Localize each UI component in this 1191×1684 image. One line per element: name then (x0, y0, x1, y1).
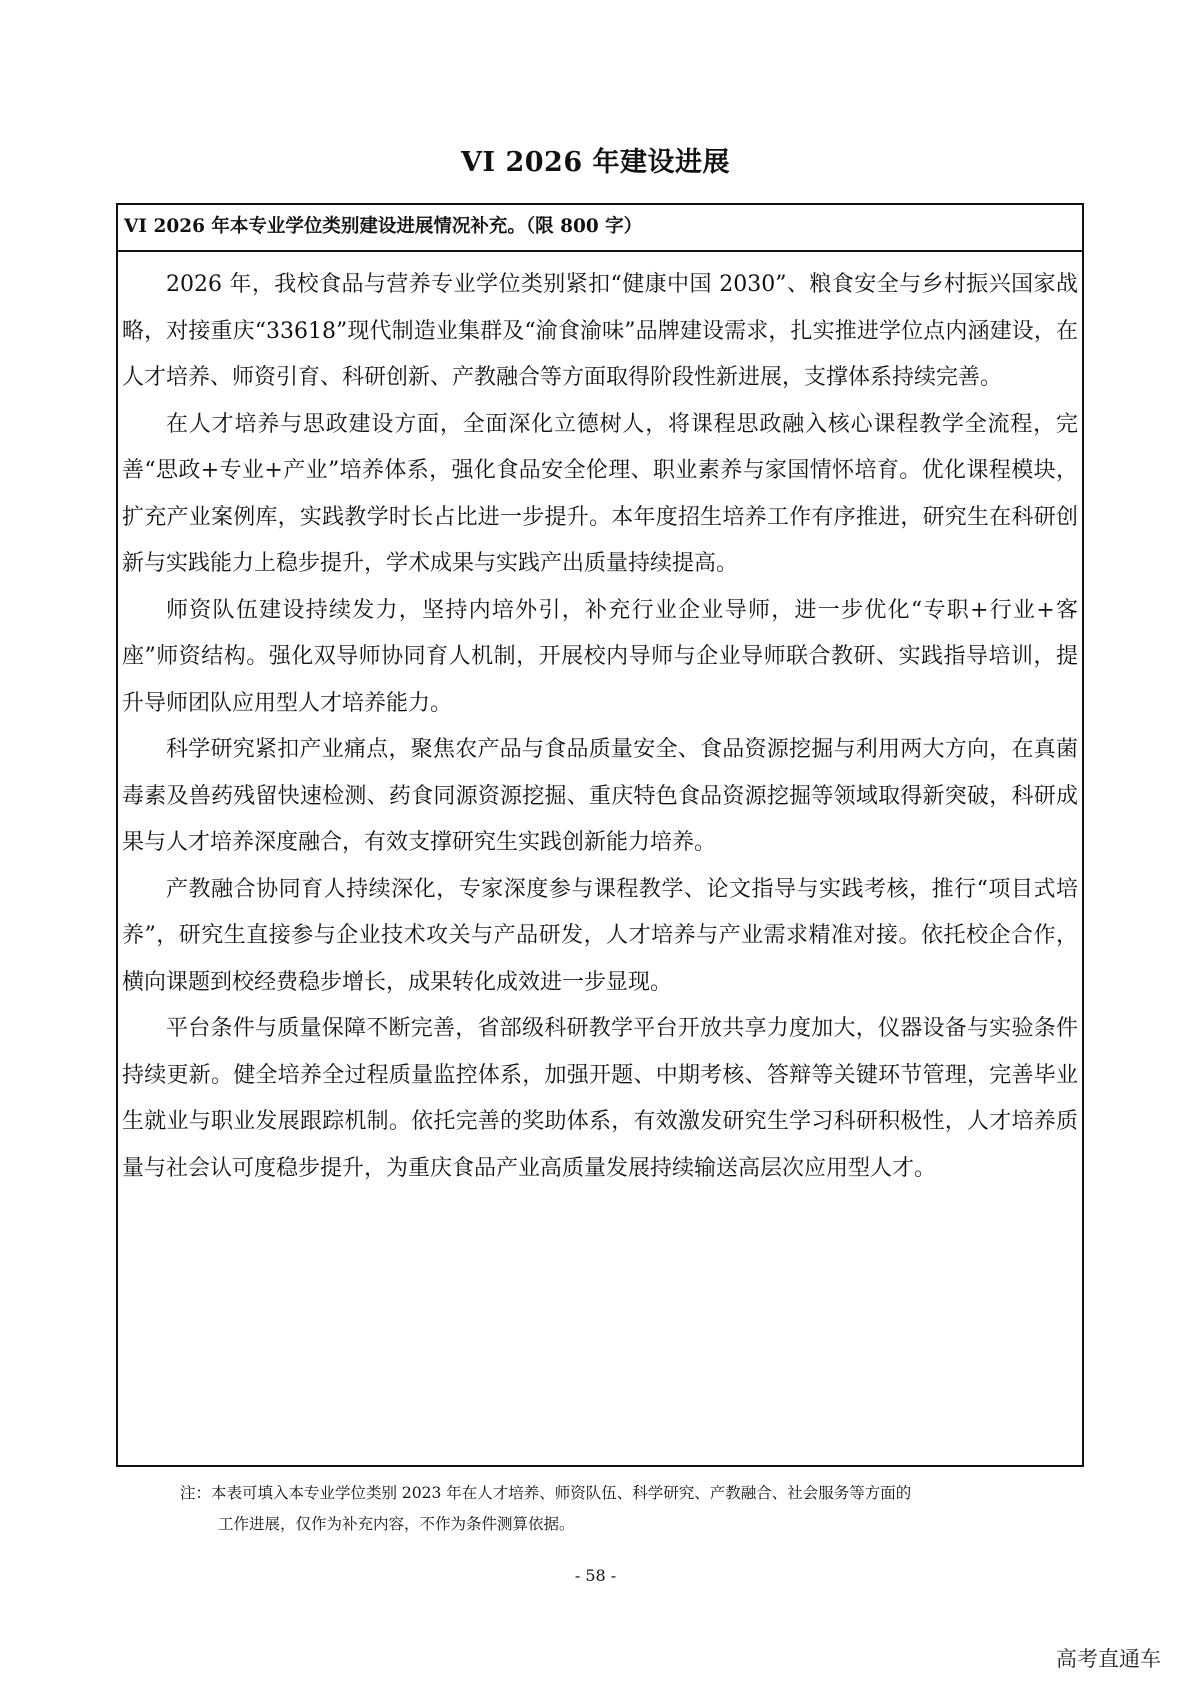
paragraph-platform-quality: 平台条件与质量保障不断完善，省部级科研教学平台开放共享力度加大，仪器设备与实验条件持续更新。健全培养全过程质量监控体系，加强开题、中期考核、答辩等关键环节管理，完善毕业生就业与职业发展跟踪机制。依托完善的奖助体系，有效激发研究生学习科研积极性，人才培养质量与社会认可度稳步提升，为重庆食品产业高质量发展持续输送高层次应用型人才。 (122, 1016, 1078, 1181)
page-number: - 58 - (574, 1566, 617, 1585)
paragraph-research: 科学研究紧扣产业痛点，聚焦农产品与食品质量安全、食品资源挖掘与利用两大方向，在真菌毒素及兽药残留快速检测、药食同源资源挖掘、重庆特色食品资源挖掘等领域取得新突破，科研成果与人才培养深度融合，有效支撑研究生实践创新能力培养。 (122, 737, 1078, 855)
footnote (180, 1478, 1040, 1540)
paragraph-talent-training: 在人才培养与思政建设方面，全面深化立德树人，将课程思政融入核心课程教学全流程，完善“思政+专业+产业”培养体系，强化食品安全伦理、职业素养与家国情怀培育。优化课程模块，扩充产业案例库，实践教学时长占比进一步提升。本年度招生培养工作有序推进，研究生在科研创新与实践能力上稳步提升，学术成果与实践产出质量持续提高。 (122, 411, 1078, 576)
page-title: VI 2026 年建设进展 (460, 147, 731, 178)
watermark-text: 高考直通车 (1056, 1647, 1161, 1671)
paragraph-overview: 2026 年，我校食品与营养专业学位类别紧扣“健康中国 2030”、粮食安全与乡村振兴国家战略，对接重庆“33618”现代制造业集群及“渝食渝味”品牌建设需求，扎实推进学位点内涵建设，在人才培养、师资引育、科研创新、产教融合等方面取得阶段性新进展，支撑体系持续完善。 (122, 272, 1078, 390)
paragraph-industry-education: 产教融合协同育人持续深化，专家深度参与课程教学、论文指导与实践考核，推行“项目式培养”，研究生直接参与企业技术攻关与产品研发，人才培养与产业需求精准对接。依托校企合作，横向课题到校经费稳步增长，成果转化成效进一步显现。 (122, 876, 1078, 995)
table-header: VI 2026 年本专业学位类别建设进展情况补充。（限 800 字） (118, 205, 1082, 252)
table-body (118, 252, 1082, 1192)
paragraph-faculty: 师资队伍建设持续发力，坚持内培外引，补充行业企业导师，进一步优化“专职+行业+客座”师资结构。强化双导师协同育人机制，开展校内导师与企业导师联合教研、实践指导培训，提升导师团队应用型人才培养能力。 (122, 597, 1078, 716)
footnote-line-1: 注：本表可填入本专业学位类别 2023 年在人才培养、师资队伍、科学研究、产教融合、社会服务等方面的 (180, 1484, 912, 1502)
footnote-line-2: 工作进展，仅作为补充内容，不作为条件测算依据。 (218, 1515, 575, 1533)
progress-table (116, 203, 1084, 1467)
